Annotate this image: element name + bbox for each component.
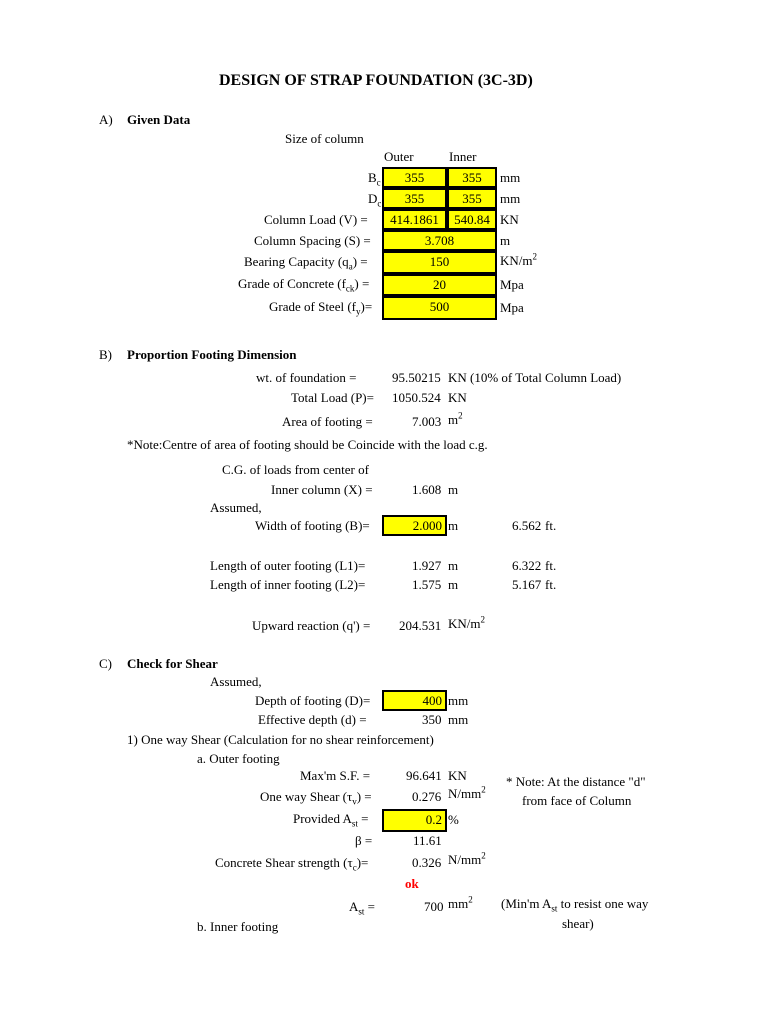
grade-of-concrete-cell[interactable]: 20 bbox=[382, 274, 497, 296]
bc-outer-cell[interactable]: 355 bbox=[382, 167, 447, 188]
dc-unit: mm bbox=[500, 191, 521, 206]
inner-footing-heading: b. Inner footing bbox=[197, 919, 279, 934]
beta-label: β = bbox=[355, 833, 373, 848]
max-sf-unit: KN bbox=[448, 768, 467, 783]
outer-column-header: Outer bbox=[384, 149, 414, 164]
bc-inner-cell[interactable]: 355 bbox=[447, 167, 497, 188]
column-load-inner-cell[interactable]: 540.84 bbox=[447, 209, 497, 230]
dc-inner-cell[interactable]: 355 bbox=[447, 188, 497, 209]
length-outer-footing-label: Length of outer footing (L1)= bbox=[210, 558, 366, 573]
ast-note-line1: (Min'm $A_{st}$ to resist one way bbox=[501, 896, 649, 914]
depth-of-footing-cell[interactable]: 400 bbox=[382, 690, 447, 711]
dc-outer-cell[interactable]: 355 bbox=[382, 188, 447, 209]
max-sf-label: Max'm S.F. = bbox=[300, 768, 371, 783]
length-inner-footing-label: Length of inner footing (L2)= bbox=[210, 577, 366, 592]
effective-depth-unit: mm bbox=[448, 712, 469, 727]
outer-footing-heading: a. Outer footing bbox=[197, 751, 280, 766]
shear-note-line2: from face of Column bbox=[522, 793, 632, 808]
section-c-heading: Check for Shear bbox=[127, 656, 218, 671]
column-load-unit: KN bbox=[500, 212, 519, 227]
area-of-footing-label: Area of footing = bbox=[282, 414, 373, 429]
width-of-footing-label: Width of footing (B)= bbox=[255, 518, 370, 533]
bearing-capacity-cell[interactable]: 150 bbox=[382, 251, 497, 274]
grade-of-steel-label: Grade of Steel $(f_y)=$ bbox=[269, 299, 373, 317]
section-c-marker: C) bbox=[99, 656, 112, 671]
effective-depth-label: Effective depth (d) = bbox=[258, 712, 367, 727]
bc-label: $B_c$ bbox=[368, 170, 381, 188]
section-b-heading: Proportion Footing Dimension bbox=[127, 347, 297, 362]
width-of-footing-unit: m bbox=[448, 518, 459, 533]
length-outer-footing-ft-unit: ft. bbox=[545, 558, 557, 573]
total-load-label: Total Load (P)= bbox=[291, 390, 374, 405]
page-title: DESIGN OF STRAP FOUNDATION (3C-3D) bbox=[219, 72, 533, 89]
column-spacing-label: Column Spacing (S) = bbox=[254, 233, 371, 248]
concrete-shear-strength-unit: $N/mm^2$ bbox=[448, 850, 486, 867]
assumed-label-c: Assumed, bbox=[210, 674, 262, 689]
width-of-footing-cell[interactable]: 2.000 bbox=[382, 515, 447, 536]
section-a-marker: A) bbox=[99, 112, 113, 127]
effective-depth-value: 350 bbox=[422, 712, 442, 727]
length-inner-footing-value: 1.575 bbox=[412, 577, 442, 592]
length-inner-footing-ft: 5.167 bbox=[512, 577, 542, 592]
one-way-shear-unit: $N/mm^2$ bbox=[448, 784, 486, 801]
ast-value: 700 bbox=[424, 899, 444, 914]
grade-of-steel-unit: Mpa bbox=[500, 300, 524, 315]
ast-note-line2: shear) bbox=[562, 916, 594, 931]
max-sf-value: 96.641 bbox=[406, 768, 442, 783]
area-of-footing-unit: $m^2$ bbox=[448, 410, 463, 427]
bearing-capacity-unit: $KN/m^2$ bbox=[500, 251, 537, 268]
concrete-shear-strength-value: 0.326 bbox=[412, 855, 442, 870]
provided-ast-label: Provided $A_{st}$ = bbox=[293, 811, 369, 829]
length-inner-footing-unit: m bbox=[448, 577, 459, 592]
inner-column-header: Inner bbox=[449, 149, 477, 164]
one-way-shear-value: 0.276 bbox=[412, 789, 442, 804]
cg-label-line2: Inner column (X) = bbox=[271, 482, 373, 497]
wt-of-foundation-value: 95.50215 bbox=[392, 370, 441, 385]
width-of-footing-ft-unit: ft. bbox=[545, 518, 557, 533]
bearing-capacity-label: Bearing Capacity $(q_a)$ = bbox=[244, 254, 368, 272]
length-outer-footing-value: 1.927 bbox=[412, 558, 442, 573]
length-inner-footing-ft-unit: ft. bbox=[545, 577, 557, 592]
column-spacing-cell[interactable]: 3.708 bbox=[382, 230, 497, 251]
dc-label: $D_c$ bbox=[368, 191, 382, 209]
grade-of-steel-cell[interactable]: 500 bbox=[382, 296, 497, 320]
assumed-label-b: Assumed, bbox=[210, 500, 262, 515]
ok-status: ok bbox=[405, 876, 419, 891]
column-load-outer-cell[interactable]: 414.1861 bbox=[382, 209, 447, 230]
concrete-shear-strength-label: Concrete Shear strength $(\tau_c)=$ bbox=[215, 855, 369, 873]
length-outer-footing-unit: m bbox=[448, 558, 459, 573]
total-load-unit: KN bbox=[448, 390, 467, 405]
one-way-shear-label: One way Shear $(\tau_v)$ = bbox=[260, 789, 372, 807]
depth-of-footing-label: Depth of footing (D)= bbox=[255, 693, 371, 708]
column-load-label: Column Load (V) = bbox=[264, 212, 368, 227]
cg-label-line1: C.G. of loads from center of bbox=[222, 462, 369, 477]
grade-of-concrete-label: Grade of Concrete $(f_{ck})$ = bbox=[238, 276, 370, 294]
total-load-value: 1050.524 bbox=[392, 390, 441, 405]
column-spacing-unit: m bbox=[500, 233, 511, 248]
cg-value: 1.608 bbox=[412, 482, 442, 497]
section-a-heading: Given Data bbox=[127, 112, 191, 127]
upward-reaction-label: Upward reaction (q') = bbox=[252, 618, 371, 633]
provided-ast-unit: % bbox=[448, 812, 459, 827]
cg-unit: m bbox=[448, 482, 459, 497]
upward-reaction-value: 204.531 bbox=[399, 618, 442, 633]
grade-of-concrete-unit: Mpa bbox=[500, 277, 524, 292]
shear-note-line1: * Note: At the distance "d" bbox=[506, 774, 646, 789]
upward-reaction-unit: $KN/m^2$ bbox=[448, 614, 485, 631]
bc-unit: mm bbox=[500, 170, 521, 185]
area-of-footing-value: 7.003 bbox=[412, 414, 442, 429]
width-of-footing-ft: 6.562 bbox=[512, 518, 542, 533]
one-way-shear-heading: 1) One way Shear (Calculation for no shear reinforcement) bbox=[127, 732, 434, 747]
ast-unit: $mm^2$ bbox=[448, 894, 473, 911]
beta-value: 11.61 bbox=[413, 833, 442, 848]
wt-of-foundation-label: wt. of foundation = bbox=[256, 370, 357, 385]
ast-label: $A_{st}$ = bbox=[349, 899, 375, 917]
provided-ast-cell[interactable]: 0.2 bbox=[382, 809, 447, 832]
wt-of-foundation-note: KN (10% of Total Column Load) bbox=[448, 370, 622, 385]
cg-note: *Note:Centre of area of footing should be Coincide with the load c.g. bbox=[127, 437, 488, 452]
length-outer-footing-ft: 6.322 bbox=[512, 558, 542, 573]
size-of-column-label: Size of column bbox=[285, 131, 364, 146]
depth-of-footing-unit: mm bbox=[448, 693, 469, 708]
section-b-marker: B) bbox=[99, 347, 112, 362]
